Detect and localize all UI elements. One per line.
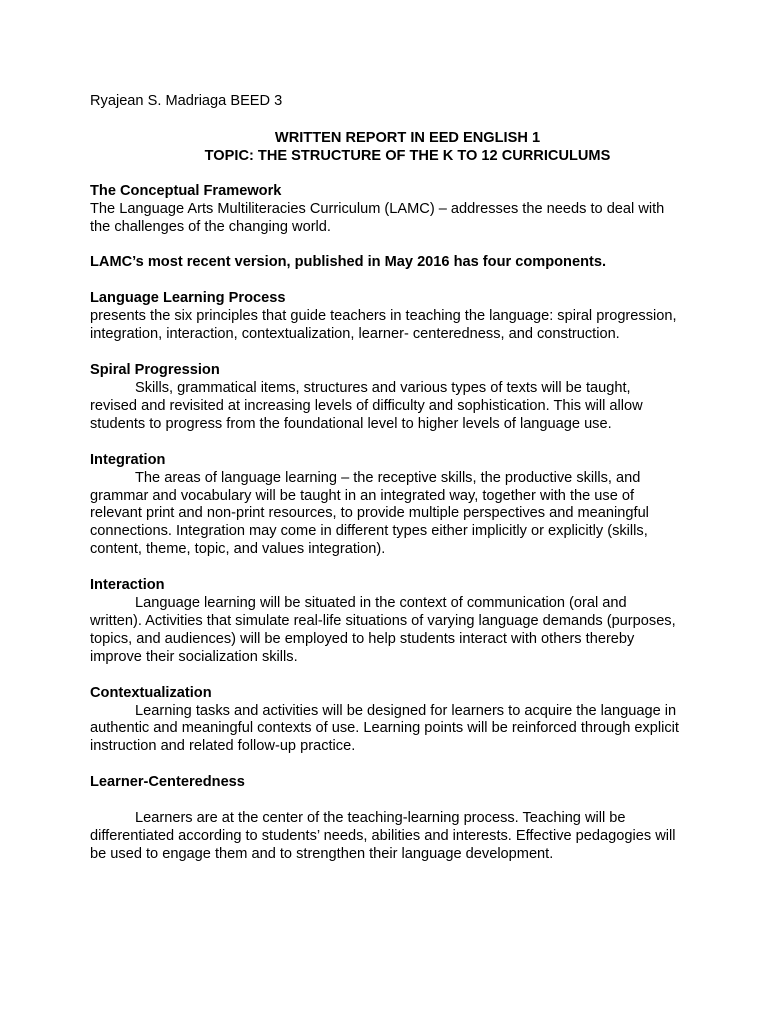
section-body: The areas of language learning – the receptive skills, the productive skills, and grammar and vocabulary will be taught in an integrated way, together with the use of relevant print and non-print resources, to provide multiple perspectives and meaningful connections. Integration may come in different types either implicitly or explicitly (skills, content, theme, topic, and values integration). xyxy=(90,469,649,558)
section-heading: The Conceptual Framework xyxy=(90,182,282,199)
section-interaction xyxy=(90,577,680,667)
section-language-learning-process xyxy=(90,290,680,344)
blank-line xyxy=(90,792,680,810)
section-body: Learning tasks and activities will be designed for learners to acquire the language in authentic and meaningful contexts of use. Learning points will be reinforced through explicit instruction and related follow-up practice. xyxy=(90,702,679,755)
section-learner-centeredness xyxy=(90,774,680,864)
section-body: Learners are at the center of the teaching-learning process. Teaching will be differentiated according to students’ needs, abilities and interests. Effective pedagogies will be used to engage them and to strengthen their language development. xyxy=(90,810,676,862)
title-line-1: WRITTEN REPORT IN EED ENGLISH 1 xyxy=(274,129,541,146)
page-content xyxy=(90,93,680,882)
section-heading: Contextualization xyxy=(90,684,212,701)
section-body: The Language Arts Multiliteracies Curriculum (LAMC) – addresses the needs to deal with the challenges of the changing world. xyxy=(90,200,665,235)
components-statement: LAMC’s most recent version, published in May 2016 has four components. xyxy=(90,254,607,271)
section-spiral-progression xyxy=(90,362,680,434)
report-title xyxy=(90,130,680,166)
author-line: Ryajean S. Madriaga BEED 3 xyxy=(90,93,283,109)
section-heading: Integration xyxy=(90,451,166,468)
title-line-2: TOPIC: THE STRUCTURE OF THE K TO 12 CURRICULUMS xyxy=(204,147,611,164)
section-heading: Learner-Centeredness xyxy=(90,774,245,791)
section-conceptual-framework xyxy=(90,183,680,237)
section-body: presents the six principles that guide teachers in teaching the language: spiral progression, integration, interaction, contextualization, learner- centeredness, and construction. xyxy=(90,308,677,343)
section-body-continued: topics, and audiences) will be employed to help students interact with others thereby improve their socialization skills. xyxy=(90,630,635,665)
section-heading: Spiral Progression xyxy=(90,362,220,379)
section-contextualization xyxy=(90,685,680,757)
section-heading: Language Learning Process xyxy=(90,290,286,307)
section-heading: Interaction xyxy=(90,577,165,594)
section-integration xyxy=(90,452,680,559)
section-body: Language learning will be situated in the context of communication (oral and written). Activities that simulate real-life situations of varying language demands (purposes, xyxy=(90,595,676,629)
section-body: Skills, grammatical items, structures and various types of texts will be taught, revised and revisited at increasing levels of difficulty and sophistication. This will allow students to progress from the foundational level to higher levels of language use. xyxy=(90,379,643,432)
